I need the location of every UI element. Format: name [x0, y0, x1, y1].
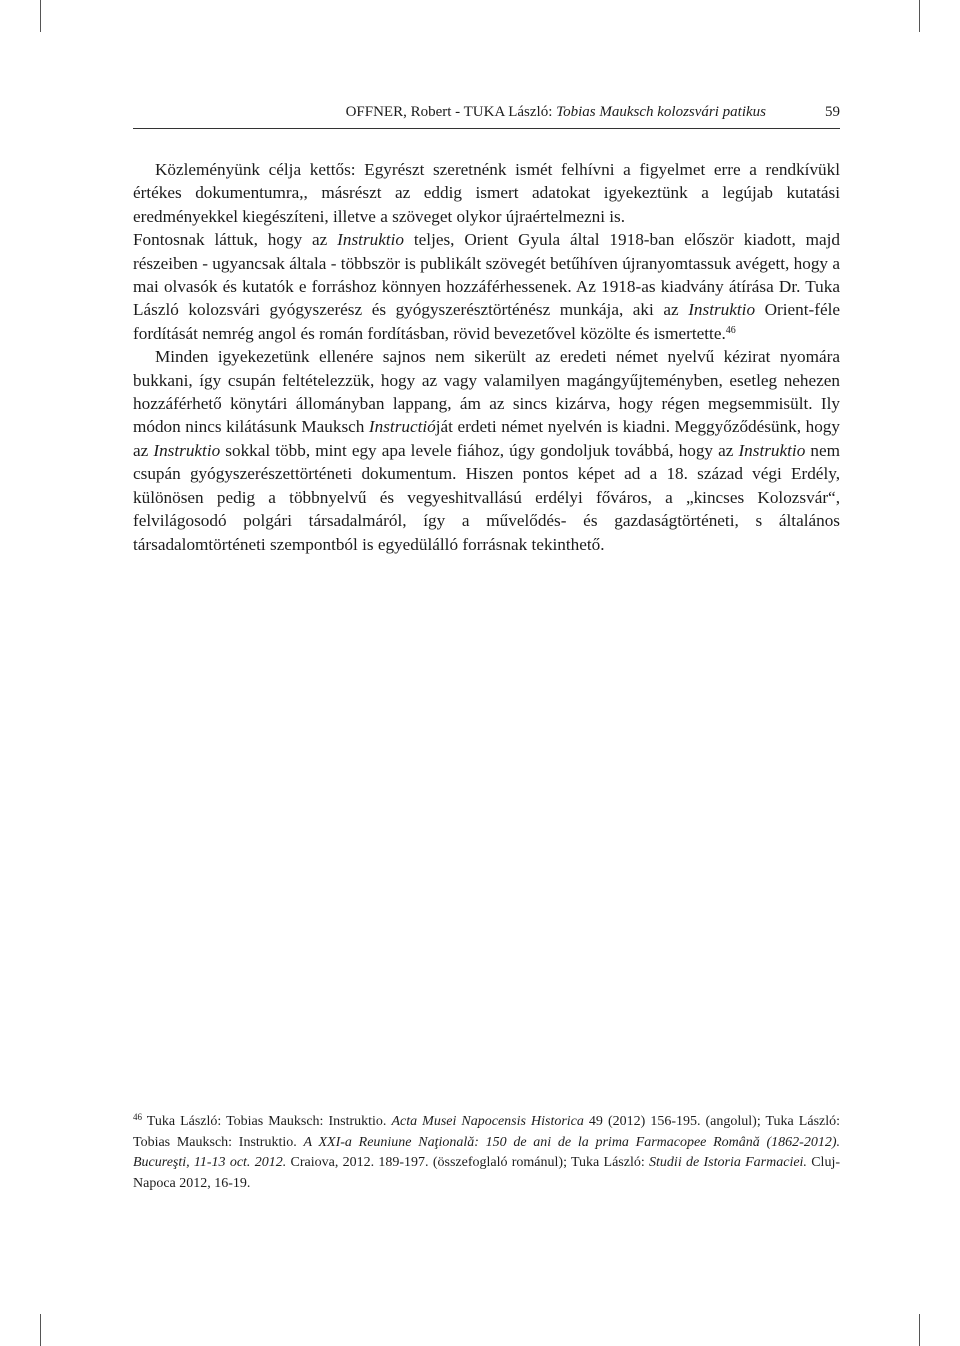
text-run: teljes, Orient Gyula által 1918-ban először kiadott, majd részeiben - ugyancsak általa - többször is publikált szövegét betűhíven újranyomtassuk avégett, hogy a mai olvasók és kutatók e forráshoz könnyen hozzáférhessenek. Az 1918-as kiadvány átírása Dr. Tuka László kolozsvári gyógyszerész és gyógyszerésztörténész munkája, aki az — [133, 230, 840, 320]
italic-run: Instruktio — [337, 230, 405, 250]
crop-mark-top-right — [919, 0, 920, 32]
italic-run: Studii de Istoria Farmaciei. — [649, 1155, 807, 1170]
header-authors: OFFNER, Robert - TUKA László: — [345, 104, 553, 120]
footnotes — [133, 1112, 840, 1194]
header-rule — [133, 128, 840, 129]
text-run: Fontosnak láttuk, hogy az — [133, 230, 338, 250]
text-run: Cluj-Napoca 2012, 16-19. — [133, 1155, 840, 1191]
crop-mark-top-left — [40, 0, 41, 32]
paragraph-2 — [133, 228, 840, 345]
italic-run: A XXI-a Reuniune Naţională: 150 de ani de la prima Farmacopee Română (1862-2012). Bucureşti, 11-13 oct. 2012. — [133, 1134, 841, 1170]
header-title — [346, 103, 766, 121]
footnote-number: 46 — [133, 1112, 142, 1122]
italic-run: Acta Musei Napocensis Historica — [391, 1114, 584, 1129]
paragraph-1: Közleményünk célja kettős: Egyrészt szeretnénk ismét felhívni a figyelmet erre a rendkívükl értékes dokumentumra,, másrészt az eddig ismert adatokat igyekeztünk a legújab kutatási eredményekkel kiegészíteni, illetve a szöveget olykor újraértelmezni is. — [133, 160, 840, 226]
text-run: Minden igyekezetünk ellenére sajnos nem sikerült az eredeti német nyelvű kézirat nyomára bukkani, így csupán feltételezzük, hogy az vagy valamilyen magángyűjteményben, esetleg nehezen hozzáférhető könytári állományban lappang, ám az sincs kizárva, hogy régen megsemmisült. Ily módon nincs kilátásunk Mauksch — [133, 347, 840, 437]
paragraph-3 — [133, 345, 840, 556]
crop-mark-bottom-left — [40, 1314, 41, 1346]
text-run: ját erdeti német nyelvén is kiadni. Meggyőződésünk, hogy az — [133, 417, 840, 460]
italic-run: Instructió — [368, 417, 436, 437]
running-header — [133, 103, 840, 125]
page-number: 59 — [825, 104, 840, 120]
crop-mark-bottom-right — [919, 1314, 920, 1346]
header-article-title: Tobias Mauksch kolozsvári patikus — [556, 104, 766, 120]
text-run: Orient-féle fordítását nemrég angol és román fordításban, rövid bevezetővel közölte és ismertette. — [133, 300, 841, 343]
italic-run: Instruktio — [738, 440, 806, 460]
italic-run: Instruktio — [688, 300, 756, 320]
text-run: nem csupán gyógyszerészettörténeti dokumentum. Hiszen pontos képet ad a 18. század végi Erdély, különösen pedig a többnyelvű és vegyeshitvallású erdélyi főváros, a „kincses Kolozsvár“, felvilágosodó polgári társadalmáról, így a művelődés- és gazdaságtörténeti, s általános társadalomtörténeti szempontból is egyedülálló forrásnak tekinthető. — [133, 440, 840, 554]
footnote-ref[interactable]: 46 — [725, 324, 736, 336]
italic-run: Instruktio — [153, 440, 221, 460]
text-run: sokkal több, mint egy apa levele fiához, úgy gondoljuk továbbá, hogy az — [220, 440, 739, 460]
body-text — [133, 158, 840, 556]
text-run: 49 (2012) 156-195. (angolul); Tuka László: Tobias Mauksch: Instruktio. — [133, 1114, 841, 1150]
text-run: Craiova, 2012. 189-197. (összefoglaló románul); Tuka László: — [286, 1155, 650, 1170]
footnote-46 — [133, 1112, 840, 1194]
text-run: Tuka László: Tobias Mauksch: Instruktio. — [142, 1114, 392, 1129]
